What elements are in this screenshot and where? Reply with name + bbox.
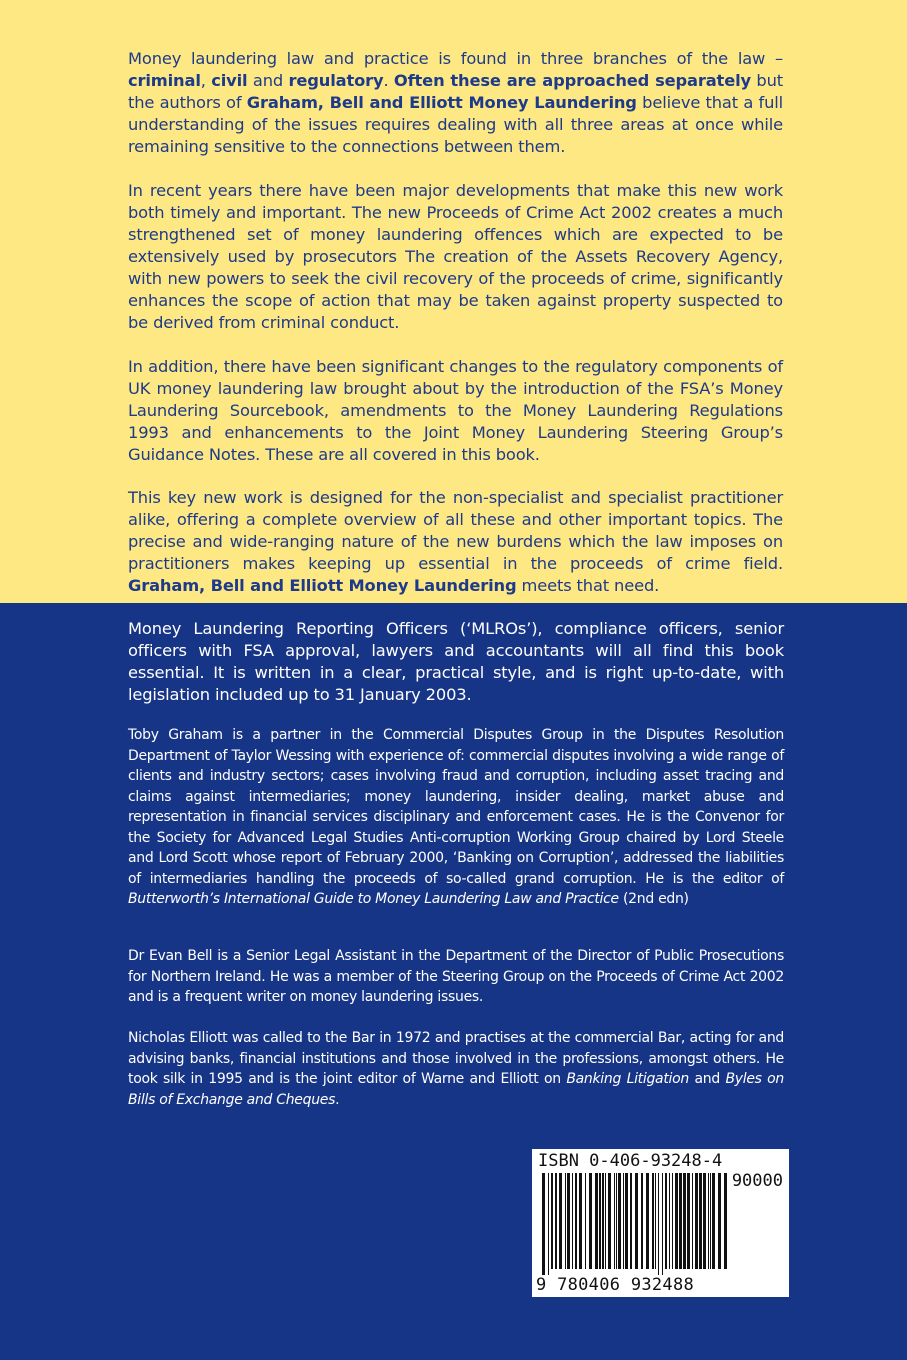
barcode-bars bbox=[542, 1173, 732, 1275]
barcode-bar bbox=[595, 1173, 598, 1269]
bold-text: Graham, Bell and Elliott Money Laundering bbox=[246, 93, 637, 112]
price-code: 90000 bbox=[731, 1171, 783, 1191]
barcode-bar bbox=[692, 1173, 693, 1269]
barcode-bar bbox=[675, 1173, 678, 1269]
yellow-top-panel bbox=[0, 0, 907, 603]
barcode-bar bbox=[718, 1173, 721, 1269]
isbn-text: ISBN 0-406-93248-4 bbox=[538, 1151, 723, 1171]
intro-paragraph: Money laundering law and practice is found in three branches of the law – criminal, civil and regulatory. Often these are approached separately but the authors of Graham, Bell and Elliott Money Laundering believe that a full understanding of the issues requires dealing with all three areas at once while remaining sensitive to the connections between them. bbox=[128, 49, 783, 156]
regulatory-paragraph: In addition, there have been significant changes to the regulatory components of UK money laundering law brought about by the introduction of the FSA’s Money Laundering Sourcebook, amendments to the Money Laundering Regulations 1993 and enhancements to the Joint Money Laundering Steering Group’s Guidance Notes. These are all covered in this book. bbox=[128, 357, 783, 464]
italic-title: Butterworth’s International Guide to Money Laundering Law and Practice bbox=[128, 891, 619, 907]
barcode-bar bbox=[623, 1173, 624, 1269]
barcode-bar bbox=[635, 1173, 638, 1269]
barcode-bar bbox=[585, 1173, 586, 1269]
developments-paragraph: In recent years there have been major developments that make this new work both timely and important. The new Proceeds of Crime Act 2002 creates a much strengthened set of money laundering offences which are expected to be extensively used by prosecutors The creation of the Assets Recovery Agency, with new powers to seek the civil recovery of the proceeds of crime, significantly enhances the scope of action that may be taken against property suspected to be derived from criminal conduct. bbox=[128, 181, 783, 332]
barcode-bar bbox=[669, 1173, 670, 1269]
barcode-bar bbox=[672, 1173, 673, 1269]
author-bio-bell: Dr Evan Bell is a Senior Legal Assistant in the Department of the Director of Public Prosecutions for Northern Ireland. He was a member of the Steering Group on the Proceeds of Crime Act 2002 and is a frequent writer on money laundering issues. bbox=[128, 948, 784, 1005]
barcode-bar bbox=[599, 1173, 601, 1269]
bold-text: criminal bbox=[128, 71, 201, 90]
barcode-bar bbox=[652, 1173, 654, 1269]
bold-text: Often these are approached separately bbox=[393, 71, 751, 90]
italic-title: Banking Litigation bbox=[566, 1071, 689, 1087]
barcode-bar bbox=[708, 1173, 709, 1269]
barcode-bar bbox=[572, 1173, 573, 1269]
key-work-paragraph: This key new work is designed for the non-specialist and specialist practitioner alike, offering a complete overview of all these and other important topics. The precise and wide-ranging nature of the new burdens which the law imposes on practitioners makes keeping up essential in the proceeds of crime field. Graham, Bell and Elliott Money Laundering meets that need. bbox=[128, 488, 783, 595]
barcode-bar bbox=[630, 1173, 632, 1269]
barcode-bar bbox=[662, 1173, 663, 1275]
barcode-bar bbox=[695, 1173, 698, 1269]
barcode-bar bbox=[579, 1173, 582, 1269]
barcode-bar bbox=[679, 1173, 682, 1269]
barcode-bar bbox=[605, 1173, 606, 1269]
barcode-bar bbox=[683, 1173, 686, 1269]
barcode-bar bbox=[548, 1173, 549, 1275]
italic-title: Byles on Bills of Exchange and Cheques bbox=[128, 1071, 784, 1108]
barcode-bar bbox=[655, 1173, 656, 1269]
barcode-bar bbox=[710, 1173, 711, 1269]
barcode-bar bbox=[658, 1173, 659, 1275]
barcode-bar bbox=[614, 1173, 615, 1269]
barcode-bar bbox=[665, 1173, 667, 1269]
author-bio-elliott: Nicholas Elliott was called to the Bar in 1972 and practises at the commercial Bar, acting for and advising banks, financial institutions and those involved in the professions, amongst others. He took silk in 1995 and is the joint editor of Warne and Elliott on Banking Litigation and Byles on Bills of Exchange and Cheques. bbox=[128, 1030, 784, 1108]
barcode-bar bbox=[559, 1173, 562, 1269]
isbn-barcode-block bbox=[532, 1149, 789, 1297]
barcode-bar bbox=[555, 1173, 557, 1269]
barcode-bar bbox=[567, 1173, 570, 1269]
bold-text: regulatory bbox=[288, 71, 384, 90]
barcode-bar bbox=[641, 1173, 643, 1269]
barcode-bar bbox=[646, 1173, 649, 1269]
barcode-bar bbox=[712, 1173, 715, 1269]
barcode-bar bbox=[608, 1173, 611, 1269]
bold-text: civil bbox=[211, 71, 248, 90]
barcode-bar bbox=[542, 1173, 545, 1275]
barcode-bar bbox=[724, 1173, 727, 1269]
barcode-bar bbox=[575, 1173, 577, 1269]
barcode-bar bbox=[618, 1173, 621, 1269]
barcode-bar bbox=[625, 1173, 628, 1269]
ean-digits: 9 780406 932488 bbox=[536, 1275, 695, 1295]
author-bio-graham: Toby Graham is a partner in the Commercial Disputes Group in the Disputes Resolution Department of Taylor Wessing with experience of: commercial disputes involving a wide range of clients and industry sectors; cases involving fraud and corruption, including asset tracing and claims against intermediaries; money laundering, insider dealing, market abuse and representation in financial services disciplinary and enforcement cases. He is the Convenor for the Society for Advanced Legal Studies Anti-corruption Working Group chaired by Lord Steele and Lord Scott whose report of February 2000, ‘Banking on Corruption’, addressed the liabilities of intermediaries handling the proceeds of so-called grand corruption. He is the editor of Butterworth’s International Guide to Money Laundering Law and Practice (2nd edn) bbox=[128, 727, 784, 907]
barcode-bar bbox=[565, 1173, 566, 1269]
barcode-bar bbox=[589, 1173, 592, 1269]
barcode-bar bbox=[699, 1173, 702, 1269]
barcode-bar bbox=[616, 1173, 617, 1269]
bold-text: Graham, Bell and Elliott Money Laundering bbox=[128, 576, 517, 595]
audience-paragraph: Money Laundering Reporting Officers (‘MLROs’), compliance officers, senior officers with FSA approval, lawyers and accountants will all find this book essential. It is written in a clear, practical style, and is right up-to-date, with legislation included up to 31 January 2003. bbox=[128, 619, 784, 704]
barcode-bar bbox=[703, 1173, 706, 1269]
barcode-bar bbox=[687, 1173, 690, 1269]
barcode-bar bbox=[602, 1173, 604, 1269]
barcode-bar bbox=[551, 1173, 553, 1269]
